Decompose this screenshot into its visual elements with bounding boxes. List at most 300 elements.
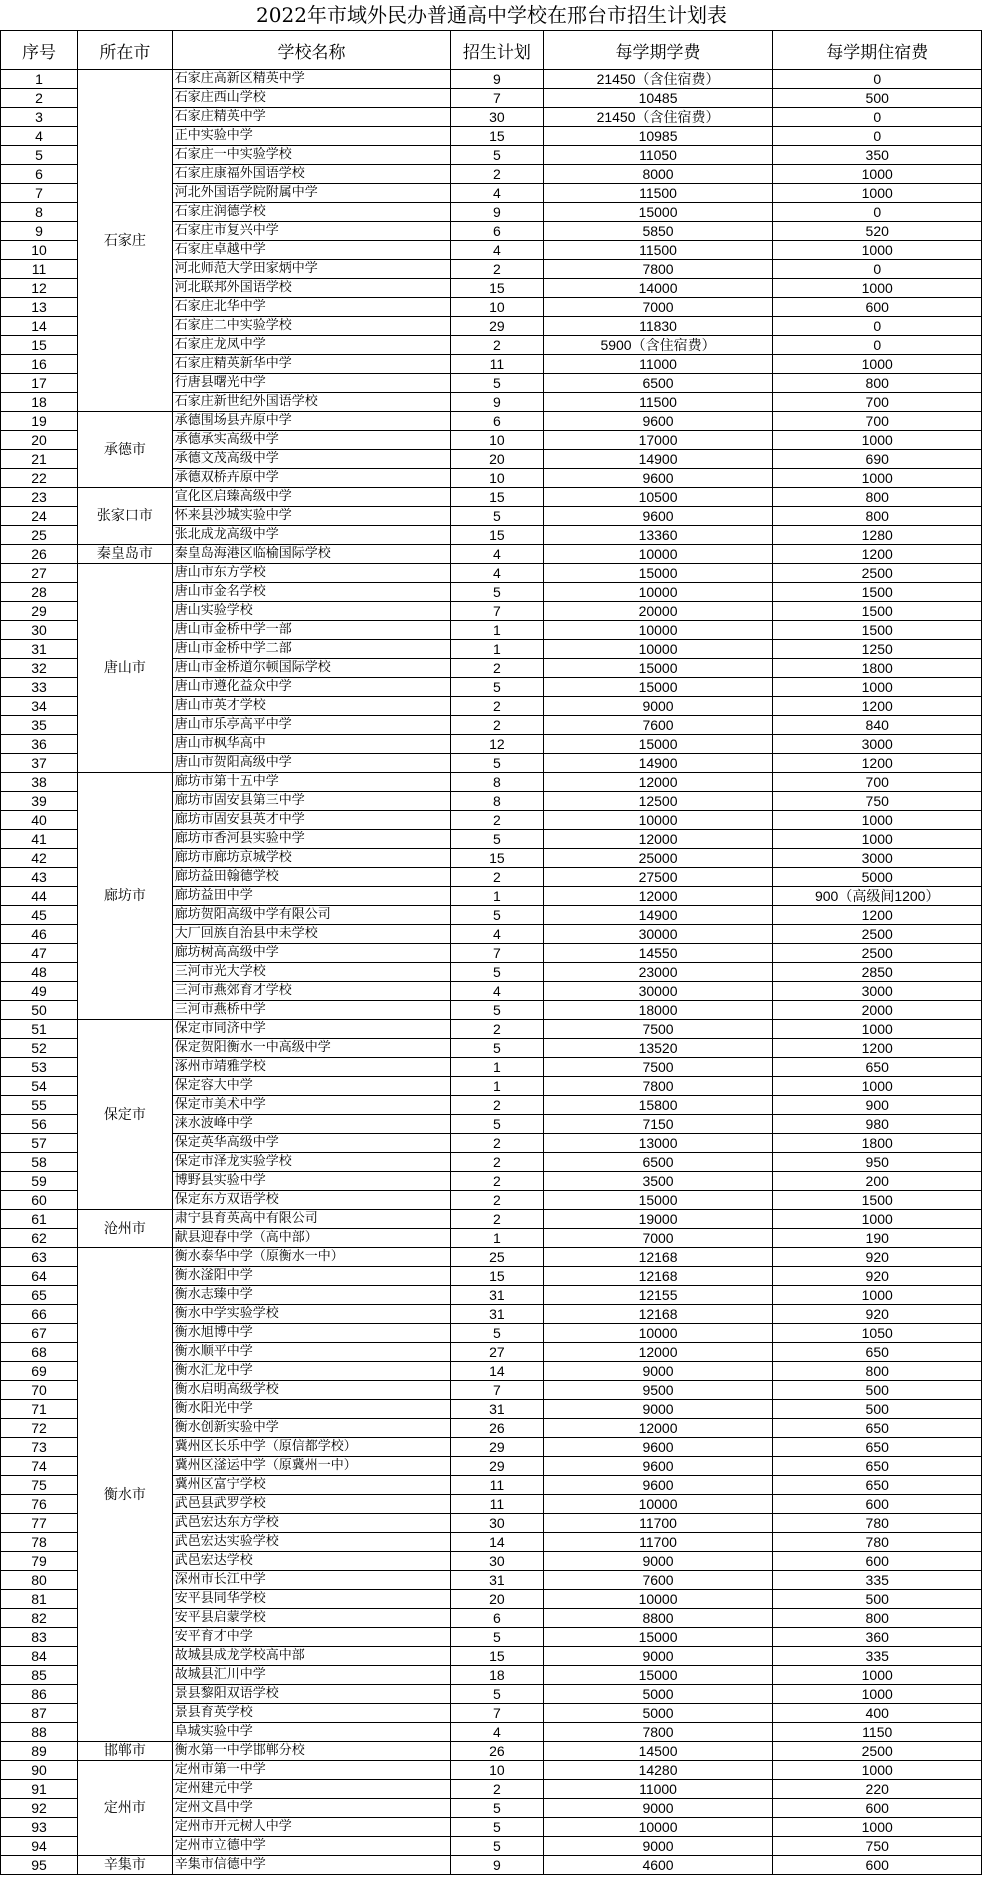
tuition-fee: 13000 (543, 1134, 773, 1153)
enrollment-plan: 12 (451, 735, 543, 754)
school-name: 大厂回族自治县中未学校 (172, 925, 450, 944)
table-row (1, 564, 982, 583)
row-number: 55 (1, 1096, 78, 1115)
enrollment-plan: 2 (451, 659, 543, 678)
dorm-fee: 800 (773, 1609, 982, 1628)
school-name: 涿州市靖雅学校 (172, 1058, 450, 1077)
enrollment-plan: 1 (451, 1229, 543, 1248)
tuition-fee: 11000 (543, 355, 773, 374)
table-row (1, 70, 982, 89)
school-name: 唐山市乐亭高平中学 (172, 716, 450, 735)
row-number: 64 (1, 1267, 78, 1286)
tuition-fee: 7800 (543, 1723, 773, 1742)
enrollment-plan: 27 (451, 1343, 543, 1362)
enrollment-plan: 5 (451, 507, 543, 526)
dorm-fee: 780 (773, 1533, 982, 1552)
table-row (1, 1248, 982, 1267)
row-number: 33 (1, 678, 78, 697)
enrollment-plan: 5 (451, 1324, 543, 1343)
enrollment-plan: 4 (451, 1723, 543, 1742)
dorm-fee: 1500 (773, 621, 982, 640)
city-cell: 邯郸市 (78, 1742, 173, 1761)
row-number: 41 (1, 830, 78, 849)
tuition-fee: 10500 (543, 488, 773, 507)
school-name: 衡水创新实验中学 (172, 1419, 450, 1438)
school-name: 三河市燕郊育才学校 (172, 982, 450, 1001)
school-name: 唐山市金桥中学一部 (172, 621, 450, 640)
enrollment-plan: 2 (451, 1153, 543, 1172)
tuition-fee: 14000 (543, 279, 773, 298)
tuition-fee: 9000 (543, 1362, 773, 1381)
row-number: 70 (1, 1381, 78, 1400)
row-number: 38 (1, 773, 78, 792)
enrollment-plan: 29 (451, 1438, 543, 1457)
tuition-fee: 7600 (543, 716, 773, 735)
dorm-fee: 900 (773, 1096, 982, 1115)
school-name: 保定贺阳衡水一中高级中学 (172, 1039, 450, 1058)
tuition-fee: 12000 (543, 1343, 773, 1362)
enrollment-plan: 4 (451, 982, 543, 1001)
enrollment-plan: 9 (451, 393, 543, 412)
dorm-fee: 2500 (773, 564, 982, 583)
header-no: 序号 (1, 31, 78, 70)
city-cell: 辛集市 (78, 1856, 173, 1875)
school-name: 冀州区滏运中学（原冀州一中） (172, 1457, 450, 1476)
dorm-fee: 2500 (773, 1742, 982, 1761)
enrollment-plan: 5 (451, 830, 543, 849)
enrollment-plan: 4 (451, 564, 543, 583)
dorm-fee: 350 (773, 146, 982, 165)
tuition-fee: 30000 (543, 925, 773, 944)
enrollment-plan: 6 (451, 412, 543, 431)
dorm-fee: 1200 (773, 906, 982, 925)
school-name: 唐山实验学校 (172, 602, 450, 621)
school-name: 承德承实高级中学 (172, 431, 450, 450)
school-name: 石家庄润德学校 (172, 203, 450, 222)
tuition-fee: 13520 (543, 1039, 773, 1058)
enrollment-plan: 5 (451, 678, 543, 697)
tuition-fee: 18000 (543, 1001, 773, 1020)
row-number: 54 (1, 1077, 78, 1096)
dorm-fee: 5000 (773, 868, 982, 887)
tuition-fee: 12000 (543, 830, 773, 849)
dorm-fee: 920 (773, 1305, 982, 1324)
tuition-fee: 13360 (543, 526, 773, 545)
row-number: 23 (1, 488, 78, 507)
row-number: 25 (1, 526, 78, 545)
school-name: 河北师范大学田家炳中学 (172, 260, 450, 279)
enrollment-plan: 2 (451, 811, 543, 830)
enrollment-plan: 4 (451, 925, 543, 944)
tuition-fee: 15800 (543, 1096, 773, 1115)
school-name: 唐山市贺阳高级中学 (172, 754, 450, 773)
dorm-fee: 1500 (773, 602, 982, 621)
tuition-fee: 25000 (543, 849, 773, 868)
row-number: 78 (1, 1533, 78, 1552)
tuition-fee: 14280 (543, 1761, 773, 1780)
enrollment-plan: 15 (451, 526, 543, 545)
enrollment-plan: 2 (451, 1134, 543, 1153)
dorm-fee: 700 (773, 773, 982, 792)
enrollment-plan: 29 (451, 1457, 543, 1476)
dorm-fee: 1000 (773, 1077, 982, 1096)
dorm-fee: 600 (773, 1856, 982, 1875)
table-body (1, 70, 982, 1875)
school-name: 廊坊树高高级中学 (172, 944, 450, 963)
tuition-fee: 8000 (543, 165, 773, 184)
school-name: 衡水旭博中学 (172, 1324, 450, 1343)
tuition-fee: 10000 (543, 640, 773, 659)
row-number: 24 (1, 507, 78, 526)
school-name: 定州文昌中学 (172, 1799, 450, 1818)
enrollment-plan: 5 (451, 1039, 543, 1058)
tuition-fee: 4600 (543, 1856, 773, 1875)
dorm-fee: 1200 (773, 545, 982, 564)
school-name: 保定市同济中学 (172, 1020, 450, 1039)
dorm-fee: 650 (773, 1457, 982, 1476)
enrollment-plan: 15 (451, 1267, 543, 1286)
dorm-fee: 750 (773, 1837, 982, 1856)
row-number: 16 (1, 355, 78, 374)
enrollment-plan: 20 (451, 450, 543, 469)
row-number: 27 (1, 564, 78, 583)
dorm-fee: 650 (773, 1438, 982, 1457)
school-name: 武邑县武罗学校 (172, 1495, 450, 1514)
row-number: 48 (1, 963, 78, 982)
enrollment-plan: 4 (451, 545, 543, 564)
dorm-fee: 335 (773, 1647, 982, 1666)
dorm-fee: 650 (773, 1058, 982, 1077)
school-name: 石家庄新世纪外国语学校 (172, 393, 450, 412)
tuition-fee: 3500 (543, 1172, 773, 1191)
dorm-fee: 780 (773, 1514, 982, 1533)
enrollment-plan: 30 (451, 1552, 543, 1571)
row-number: 22 (1, 469, 78, 488)
row-number: 6 (1, 165, 78, 184)
school-name: 肃宁县育英高中有限公司 (172, 1210, 450, 1229)
enrollment-plan: 7 (451, 89, 543, 108)
row-number: 10 (1, 241, 78, 260)
row-number: 13 (1, 298, 78, 317)
row-number: 73 (1, 1438, 78, 1457)
dorm-fee: 0 (773, 336, 982, 355)
row-number: 47 (1, 944, 78, 963)
school-name: 承德围场县卉原中学 (172, 412, 450, 431)
school-name: 衡水泰华中学（原衡水一中） (172, 1248, 450, 1267)
enrollment-plan: 10 (451, 1761, 543, 1780)
enrollment-plan: 2 (451, 1191, 543, 1210)
tuition-fee: 7500 (543, 1020, 773, 1039)
dorm-fee: 700 (773, 393, 982, 412)
dorm-fee: 800 (773, 507, 982, 526)
row-number: 94 (1, 1837, 78, 1856)
page-title: 2022年市域外民办普通高中学校在邢台市招生计划表 (256, 3, 727, 27)
dorm-fee: 500 (773, 89, 982, 108)
school-name: 冀州区长乐中学（原信都学校） (172, 1438, 450, 1457)
enrollment-plan: 29 (451, 317, 543, 336)
dorm-fee: 1200 (773, 1039, 982, 1058)
tuition-fee: 12000 (543, 773, 773, 792)
dorm-fee: 1280 (773, 526, 982, 545)
dorm-fee: 1250 (773, 640, 982, 659)
school-name: 石家庄龙凤中学 (172, 336, 450, 355)
enrollment-plan: 2 (451, 1210, 543, 1229)
school-name: 石家庄精英中学 (172, 108, 450, 127)
tuition-fee: 21450（含住宿费） (543, 70, 773, 89)
school-name: 衡水启明高级学校 (172, 1381, 450, 1400)
enrollment-plan: 5 (451, 1837, 543, 1856)
school-name: 石家庄二中实验学校 (172, 317, 450, 336)
tuition-fee: 15000 (543, 203, 773, 222)
tuition-fee: 5900（含住宿费） (543, 336, 773, 355)
table-header (1, 31, 982, 70)
dorm-fee: 400 (773, 1704, 982, 1723)
school-name: 秦皇岛海港区临榆国际学校 (172, 545, 450, 564)
enrollment-plan: 7 (451, 602, 543, 621)
dorm-fee: 1000 (773, 830, 982, 849)
enrollment-plan: 15 (451, 1647, 543, 1666)
dorm-fee: 3000 (773, 982, 982, 1001)
enrollment-plan: 5 (451, 1685, 543, 1704)
school-name: 衡水中学实验学校 (172, 1305, 450, 1324)
dorm-fee: 1000 (773, 1020, 982, 1039)
dorm-fee: 1000 (773, 1761, 982, 1780)
tuition-fee: 5850 (543, 222, 773, 241)
row-number: 59 (1, 1172, 78, 1191)
tuition-fee: 9000 (543, 1799, 773, 1818)
row-number: 49 (1, 982, 78, 1001)
enrollment-plan: 20 (451, 1590, 543, 1609)
row-number: 72 (1, 1419, 78, 1438)
dorm-fee: 980 (773, 1115, 982, 1134)
dorm-fee: 600 (773, 1552, 982, 1571)
row-number: 85 (1, 1666, 78, 1685)
school-name: 安平县启蒙学校 (172, 1609, 450, 1628)
tuition-fee: 9600 (543, 469, 773, 488)
city-cell: 石家庄 (78, 70, 173, 412)
enrollment-plan: 5 (451, 374, 543, 393)
school-name: 涞水波峰中学 (172, 1115, 450, 1134)
enrollment-plan: 11 (451, 1495, 543, 1514)
tuition-fee: 15000 (543, 659, 773, 678)
school-name: 河北联邦外国语学校 (172, 279, 450, 298)
dorm-fee: 1000 (773, 241, 982, 260)
enrollment-plan: 15 (451, 127, 543, 146)
school-name: 博野县实验中学 (172, 1172, 450, 1191)
enrollment-plan: 4 (451, 184, 543, 203)
row-number: 20 (1, 431, 78, 450)
school-name: 保定英华高级中学 (172, 1134, 450, 1153)
enrollment-plan: 5 (451, 1799, 543, 1818)
tuition-fee: 19000 (543, 1210, 773, 1229)
row-number: 7 (1, 184, 78, 203)
school-name: 深州市长江中学 (172, 1571, 450, 1590)
table-row (1, 1856, 982, 1875)
dorm-fee: 900（高级间1200） (773, 887, 982, 906)
enrollment-plan: 1 (451, 887, 543, 906)
tuition-fee: 15000 (543, 678, 773, 697)
school-name: 衡水志臻中学 (172, 1286, 450, 1305)
dorm-fee: 1000 (773, 184, 982, 203)
tuition-fee: 17000 (543, 431, 773, 450)
school-name: 唐山市东方学校 (172, 564, 450, 583)
dorm-fee: 600 (773, 1495, 982, 1514)
enrollment-plan: 2 (451, 868, 543, 887)
school-name: 承德双桥卉原中学 (172, 469, 450, 488)
row-number: 53 (1, 1058, 78, 1077)
row-number: 42 (1, 849, 78, 868)
dorm-fee: 500 (773, 1590, 982, 1609)
enrollment-plan: 15 (451, 279, 543, 298)
enrollment-table (0, 30, 982, 1875)
row-number: 51 (1, 1020, 78, 1039)
row-number: 82 (1, 1609, 78, 1628)
dorm-fee: 1500 (773, 1191, 982, 1210)
dorm-fee: 1000 (773, 811, 982, 830)
table-row (1, 1761, 982, 1780)
enrollment-plan: 2 (451, 1172, 543, 1191)
dorm-fee: 3000 (773, 849, 982, 868)
row-number: 60 (1, 1191, 78, 1210)
enrollment-plan: 1 (451, 1077, 543, 1096)
row-number: 87 (1, 1704, 78, 1723)
school-name: 武邑宏达学校 (172, 1552, 450, 1571)
row-number: 74 (1, 1457, 78, 1476)
enrollment-plan: 5 (451, 1115, 543, 1134)
row-number: 77 (1, 1514, 78, 1533)
school-name: 定州市第一中学 (172, 1761, 450, 1780)
enrollment-plan: 30 (451, 1514, 543, 1533)
city-cell: 唐山市 (78, 564, 173, 773)
school-name: 辛集市信德中学 (172, 1856, 450, 1875)
tuition-fee: 6500 (543, 374, 773, 393)
row-number: 12 (1, 279, 78, 298)
school-name: 廊坊市香河县实验中学 (172, 830, 450, 849)
school-name: 武邑宏达东方学校 (172, 1514, 450, 1533)
tuition-fee: 7150 (543, 1115, 773, 1134)
dorm-fee: 700 (773, 412, 982, 431)
enrollment-plan: 7 (451, 944, 543, 963)
table-row (1, 412, 982, 431)
row-number: 14 (1, 317, 78, 336)
dorm-fee: 1050 (773, 1324, 982, 1343)
school-name: 廊坊市固安县第三中学 (172, 792, 450, 811)
school-name: 三河市燕桥中学 (172, 1001, 450, 1020)
tuition-fee: 14900 (543, 754, 773, 773)
dorm-fee: 650 (773, 1476, 982, 1495)
dorm-fee: 2500 (773, 944, 982, 963)
tuition-fee: 9600 (543, 1438, 773, 1457)
city-cell: 保定市 (78, 1020, 173, 1210)
tuition-fee: 5000 (543, 1685, 773, 1704)
tuition-fee: 10000 (543, 1590, 773, 1609)
dorm-fee: 1000 (773, 1818, 982, 1837)
enrollment-plan: 4 (451, 241, 543, 260)
school-name: 唐山市金桥道尔顿国际学校 (172, 659, 450, 678)
row-number: 56 (1, 1115, 78, 1134)
row-number: 5 (1, 146, 78, 165)
school-name: 安平育才中学 (172, 1628, 450, 1647)
row-number: 75 (1, 1476, 78, 1495)
dorm-fee: 360 (773, 1628, 982, 1647)
enrollment-plan: 5 (451, 146, 543, 165)
row-number: 76 (1, 1495, 78, 1514)
school-name: 石家庄高新区精英中学 (172, 70, 450, 89)
dorm-fee: 1000 (773, 1666, 982, 1685)
dorm-fee: 840 (773, 716, 982, 735)
school-name: 冀州区富宁学校 (172, 1476, 450, 1495)
enrollment-plan: 11 (451, 1476, 543, 1495)
dorm-fee: 0 (773, 317, 982, 336)
enrollment-plan: 2 (451, 716, 543, 735)
enrollment-plan: 2 (451, 260, 543, 279)
school-name: 唐山市枫华高中 (172, 735, 450, 754)
dorm-fee: 1200 (773, 754, 982, 773)
enrollment-plan: 31 (451, 1305, 543, 1324)
tuition-fee: 10000 (543, 545, 773, 564)
enrollment-plan: 31 (451, 1400, 543, 1419)
dorm-fee: 1000 (773, 355, 982, 374)
school-name: 故城县汇川中学 (172, 1666, 450, 1685)
dorm-fee: 220 (773, 1780, 982, 1799)
tuition-fee: 8800 (543, 1609, 773, 1628)
tuition-fee: 11700 (543, 1514, 773, 1533)
tuition-fee: 11700 (543, 1533, 773, 1552)
dorm-fee: 1500 (773, 583, 982, 602)
city-cell: 承德市 (78, 412, 173, 488)
enrollment-plan: 6 (451, 222, 543, 241)
city-cell: 衡水市 (78, 1248, 173, 1742)
tuition-fee: 12155 (543, 1286, 773, 1305)
school-name: 石家庄市复兴中学 (172, 222, 450, 241)
dorm-fee: 1000 (773, 165, 982, 184)
row-number: 32 (1, 659, 78, 678)
row-number: 18 (1, 393, 78, 412)
enrollment-plan: 9 (451, 1856, 543, 1875)
row-number: 2 (1, 89, 78, 108)
city-cell: 沧州市 (78, 1210, 173, 1248)
tuition-fee: 9500 (543, 1381, 773, 1400)
row-number: 34 (1, 697, 78, 716)
dorm-fee: 0 (773, 108, 982, 127)
tuition-fee: 10000 (543, 1324, 773, 1343)
row-number: 89 (1, 1742, 78, 1761)
row-number: 45 (1, 906, 78, 925)
dorm-fee: 1150 (773, 1723, 982, 1742)
dorm-fee: 800 (773, 1362, 982, 1381)
row-number: 71 (1, 1400, 78, 1419)
header-tuition: 每学期学费 (543, 31, 773, 70)
row-number: 17 (1, 374, 78, 393)
city-cell: 定州市 (78, 1761, 173, 1856)
enrollment-plan: 2 (451, 165, 543, 184)
tuition-fee: 11050 (543, 146, 773, 165)
dorm-fee: 920 (773, 1267, 982, 1286)
tuition-fee: 5000 (543, 1704, 773, 1723)
school-name: 石家庄一中实验学校 (172, 146, 450, 165)
dorm-fee: 1000 (773, 469, 982, 488)
school-name: 衡水顺平中学 (172, 1343, 450, 1362)
tuition-fee: 10985 (543, 127, 773, 146)
enrollment-plan: 15 (451, 488, 543, 507)
dorm-fee: 0 (773, 70, 982, 89)
school-name: 景县黎阳双语学校 (172, 1685, 450, 1704)
school-name: 廊坊市固安县英才中学 (172, 811, 450, 830)
table-row (1, 488, 982, 507)
row-number: 65 (1, 1286, 78, 1305)
row-number: 95 (1, 1856, 78, 1875)
tuition-fee: 9000 (543, 1647, 773, 1666)
